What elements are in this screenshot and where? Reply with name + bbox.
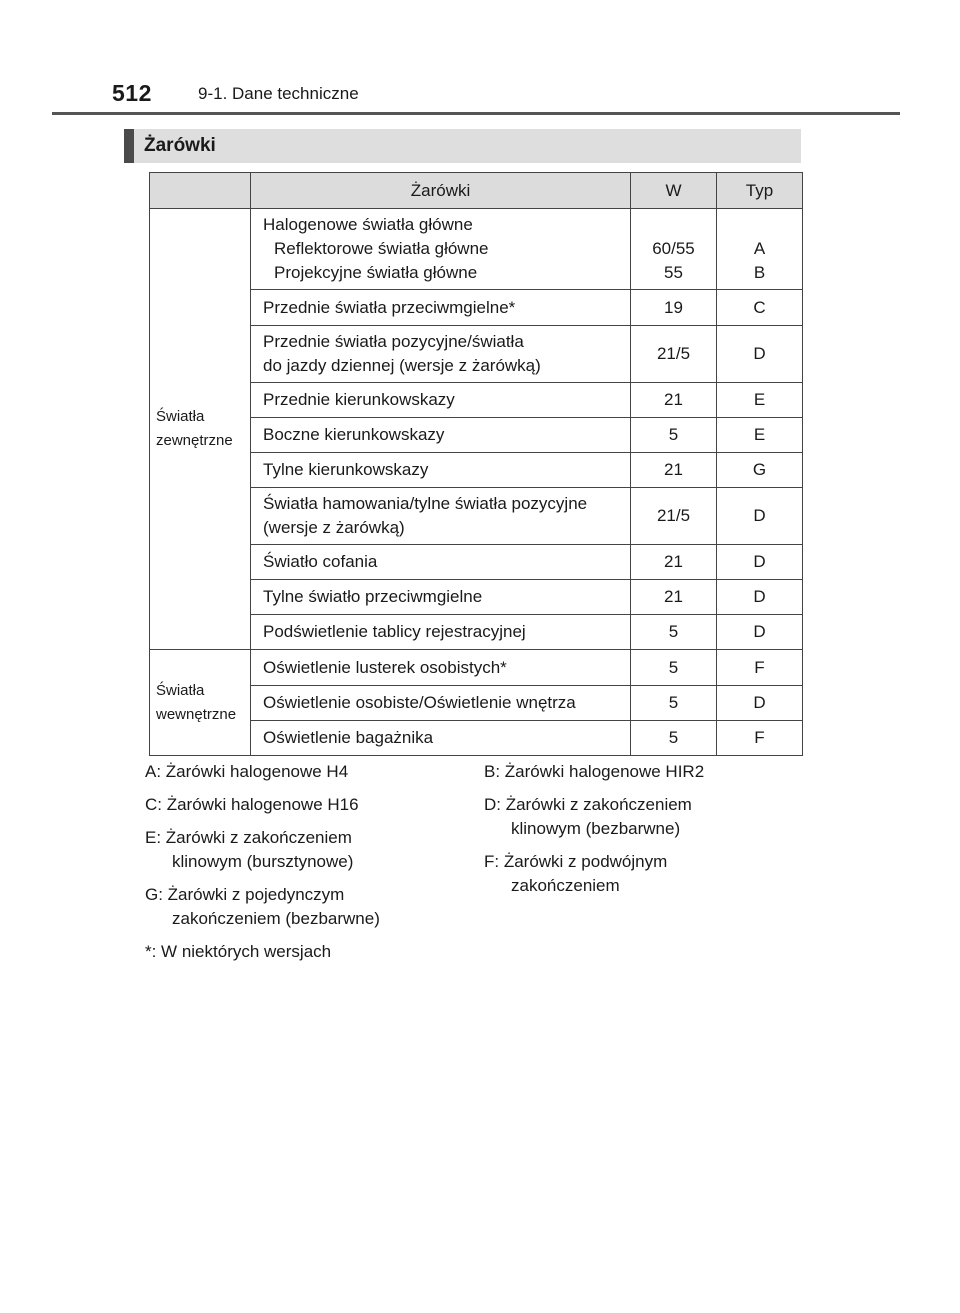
- type-cell: D: [717, 488, 803, 545]
- bulb-name: Podświetlenie tablicy rejestracyjnej: [251, 615, 631, 650]
- type-cell: G: [717, 453, 803, 488]
- watts-cell: 5: [631, 418, 717, 453]
- bulb-subname: Reflektorowe światła główne: [274, 239, 489, 258]
- table-row: [150, 650, 803, 686]
- legend-text: E: Żarówki z zakończeniem: [145, 828, 352, 847]
- table-row: [150, 209, 803, 290]
- legend-item: [484, 760, 814, 784]
- legend-item: [145, 883, 475, 931]
- table-header-row: [150, 173, 803, 209]
- header-divider: [52, 112, 900, 115]
- column-header-category: [150, 173, 251, 209]
- bulb-name-line: Halogenowe światła główne: [263, 215, 473, 234]
- column-header-type: Typ: [717, 173, 803, 209]
- bulb-name: [251, 209, 631, 290]
- legend-right: [484, 760, 814, 898]
- watts-cell: 21: [631, 545, 717, 580]
- category-label: Światła zewnętrzne: [156, 408, 233, 449]
- type-cell: [717, 209, 803, 290]
- bulb-name: Przednie kierunkowskazy: [251, 383, 631, 418]
- legend-text: B: Żarówki halogenowe HIR2: [484, 762, 705, 781]
- legend-item: [484, 793, 814, 841]
- legend-text: C: Żarówki halogenowe H16: [145, 795, 359, 814]
- type-cell: D: [717, 545, 803, 580]
- legend-item: [145, 826, 475, 874]
- type-cell: F: [717, 721, 803, 756]
- legend-text: D: Żarówki z zakończeniem: [484, 795, 692, 814]
- type-cell: F: [717, 650, 803, 686]
- bulb-name: Przednie światła przeciwmgielne*: [251, 290, 631, 326]
- watts-cell: 5: [631, 615, 717, 650]
- bulb-subname: Projekcyjne światła główne: [274, 263, 478, 282]
- column-header-watts: W: [631, 173, 717, 209]
- bulb-name-line: do jazdy dziennej (wersje z żarówką): [263, 356, 541, 375]
- category-label: Światła wewnętrzne: [156, 681, 237, 723]
- watts-cell: 5: [631, 650, 717, 686]
- legend-item: [145, 760, 475, 784]
- type-cell: E: [717, 383, 803, 418]
- watts-cell: 5: [631, 686, 717, 721]
- type-cell: D: [717, 580, 803, 615]
- page-number: 512: [112, 80, 152, 106]
- bulb-name: Tylne kierunkowskazy: [251, 453, 631, 488]
- legend-item: [484, 850, 814, 898]
- bulb-name: [251, 488, 631, 545]
- legend-text: *: W niektórych wersjach: [145, 942, 332, 961]
- watts-cell: 21: [631, 383, 717, 418]
- watts-cell: 21: [631, 580, 717, 615]
- category-interior: [150, 650, 251, 756]
- legend-item: [145, 793, 475, 817]
- bulb-name-line: Przednie światła pozycyjne/światła: [263, 332, 524, 351]
- watts-cell: 21/5: [631, 326, 717, 383]
- category-exterior: [150, 209, 251, 650]
- bulb-name: Światło cofania: [251, 545, 631, 580]
- legend-text: klinowym (bursztynowe): [172, 852, 354, 871]
- type-cell: C: [717, 290, 803, 326]
- bulb-name: [251, 326, 631, 383]
- bulb-table: [149, 172, 803, 756]
- bulb-name: Tylne światło przeciwmgielne: [251, 580, 631, 615]
- watts-cell: 5: [631, 721, 717, 756]
- watts-cell: [631, 209, 717, 290]
- legend-left: [145, 760, 475, 964]
- bulb-name-line: (wersje z żarówką): [263, 518, 405, 537]
- legend-text: G: Żarówki z pojedynczym: [145, 885, 345, 904]
- bulb-name: Boczne kierunkowskazy: [251, 418, 631, 453]
- legend-text: A: Żarówki halogenowe H4: [145, 762, 349, 781]
- legend-text: zakończeniem (bezbarwne): [172, 909, 380, 928]
- bulb-name-line: Światła hamowania/tylne światła pozycyjne: [263, 494, 588, 513]
- bulb-name: Oświetlenie lusterek osobistych*: [251, 650, 631, 686]
- type-value: A: [753, 239, 766, 258]
- watts-cell: 21/5: [631, 488, 717, 545]
- column-header-bulbs: Żarówki: [251, 173, 631, 209]
- legend-text: zakończeniem: [511, 876, 620, 895]
- watts-value: 60/55: [652, 239, 695, 258]
- bulb-name: Oświetlenie osobiste/Oświetlenie wnętrza: [251, 686, 631, 721]
- legend-footnote: [145, 940, 475, 964]
- watts-cell: 19: [631, 290, 717, 326]
- watts-value: 55: [664, 263, 683, 282]
- type-cell: D: [717, 686, 803, 721]
- bulb-name: Oświetlenie bagażnika: [251, 721, 631, 756]
- legend-text: F: Żarówki z podwójnym: [484, 852, 668, 871]
- type-cell: E: [717, 418, 803, 453]
- type-cell: D: [717, 326, 803, 383]
- type-value: B: [753, 263, 766, 282]
- chapter-title: 9-1. Dane techniczne: [198, 84, 359, 103]
- legend-text: klinowym (bezbarwne): [511, 819, 681, 838]
- section-heading: [124, 129, 801, 163]
- section-title: Żarówki: [144, 135, 216, 156]
- watts-cell: 21: [631, 453, 717, 488]
- type-cell: D: [717, 615, 803, 650]
